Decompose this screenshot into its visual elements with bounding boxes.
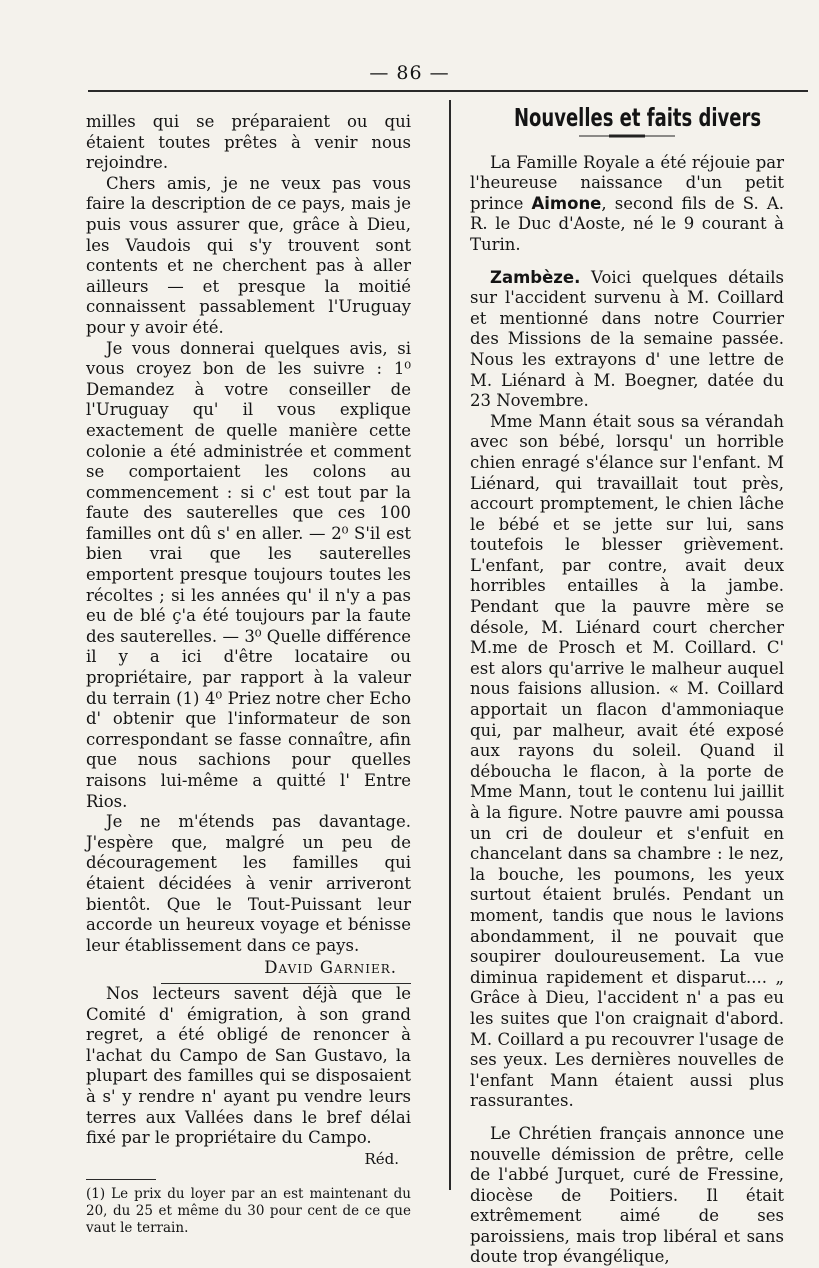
- page-number: — 86 —: [369, 62, 450, 84]
- paragraph-royal-family: [470, 153, 784, 256]
- signature: David Garnier.: [264, 958, 397, 978]
- editor-sign: Réd.: [364, 1149, 399, 1168]
- spacer: [470, 256, 784, 268]
- text-fragment: La Famille Royale a été réjouie par l'heureuse naissance d'un petit prince: [470, 152, 784, 213]
- paragraph-zambeze: [470, 268, 784, 412]
- paragraph-advice: Je vous donnerai quelques avis, si vous croyez bon de les suivre : 1⁰ Demandez à votre conseiller de l'Uruguay qu' il vous explique exactement de quelle manière cette colonie a été administrée et comment se comportaient les colons au commencement : si c' est tout par la faute des sauterelles que ces 100 familles ont dû s' en aller. — 2⁰ S'il est bien vrai que les sauterelles emportent presque toujours toutes les récoltes ; si les années qu' il n'y a pas eu de blé ç'a été toujours par la faute des sauterelles. — 3⁰ Quelle différence il y a ici d'être locataire ou propriétaire, par rapport à la valeur du terrain (1) 4⁰ Priez notre cher Echo d' obtenir que l'informateur de son correspondant se fasse connaître, afin que nous sachions pour quelles raisons lui-même a quitté l' Entre Rios.: [86, 338, 411, 811]
- paragraph-accident: Mme Mann était sous sa vérandah avec son bébé, lorsqu' un horrible chien enragé s'élance sur l'enfant. M Liénard, qui travaillait tout près, accourt promptement, le chien lâche le bébé et se jette sur lui, sans toutefois le blesser grièvement. L'enfant, par contre, avait deux horribles entailles à la jambe. Pendant que la pauvre mère se désole, M. Liénard court chercher M.me de Prosch et M. Coillard. C' est alors qu'arrive le malheur auquel nous faisions allusion. « M. Coillard apportait un flacon d'ammoniaque qui, par malheur, avait été exposé aux rayons du soleil. Quand il déboucha le flacon, à la porte de Mme Mann, tout le contenu lui jaillit à la figure. Notre pauvre ami poussa un cri de douleur et s'enfuit en chancelant dans sa chambre : le nez, la bouche, les poumons, les yeux surtout étaient brulés. Pendant un moment, tandis que nous le lavions abondamment, il ne pouvait que soupirer douloureusement. La vue diminua rapidement et disparut.... „ Grâce à Dieu, l'accident n' a pas eu les suites que l'on craignait d'abord. M. Coillard a pu recouvrer l'usage de ses yeux. Les dernières nouvelles de l'enfant Mann étaient aussi plus rassurantes.: [470, 411, 784, 1111]
- footnote-rule: [86, 1179, 156, 1180]
- column-divider: [449, 100, 451, 1190]
- section-heading: Nouvelles et faits divers: [513, 103, 762, 132]
- footnote: (1) Le prix du loyer par an est maintenant du 20, du 25 et même du 30 pour cent de ce que vaut le terrain.: [86, 1186, 411, 1237]
- spacer: [470, 1112, 784, 1124]
- paragraph-editor-note: Nos lecteurs savent déjà que le Comité d' émigration, à son grand regret, a été obligé de renoncer à l'achat du Campo de San Gustavo, la plupart des familles qui se disposaient à s' y rendre n' ayant pu vendre leurs terres aux Vallées dans le bref délai fixé par le propriétaire du Campo.: [86, 983, 411, 1148]
- lead-zambeze: Zambèze.: [490, 267, 581, 287]
- paragraph-description: Chers amis, je ne veux pas vous faire la description de ce pays, mais je puis vous assurer que, grâce à Dieu, les Vaudois qui s'y trouvent sont contents et ne cherchent pas à aller ailleurs — et presque la moitié connaissent passablement l'Uruguay pour y avoir été.: [86, 173, 411, 337]
- right-column: [470, 103, 785, 1268]
- text-fragment: , second fils de S. A. R. le Duc d'Aoste, né le 9 courant à Turin.: [470, 193, 785, 254]
- paragraph-chretien: Le Chrétien français annonce une nouvelle démission de prêtre, celle de l'abbé Jurquet, curé de Fressine, diocèse de Poitiers. Il était extrêmement aimé de ses paroissiens, mais trop libéral et sans doute trop évangélique,: [470, 1123, 784, 1267]
- paragraph-continued: milles qui se préparaient ou qui étaient toutes prêtes à venir nous rejoindre.: [86, 112, 411, 173]
- name-aimone: Aimone: [531, 193, 602, 213]
- text-fragment: Voici quelques détails sur l'accident survenu à M. Coillard et mentionné dans notre Courrier des Missions de la semaine passée. Nous les extrayons d' une lettre de M. Liénard à M. Boegner, datée du 23 Novembre.: [470, 267, 784, 411]
- paragraph-closing: Je ne m'étends pas davantage. J'espère que, malgré un peu de découragement les familles qui étaient décidées à venir arriveront bientôt. Que le Tout-Puissant leur accorde un heureux voyage et bénisse leur établissement dans ce pays.: [86, 812, 411, 955]
- left-column: [86, 112, 411, 1237]
- ornament-rule-icon: [579, 133, 675, 139]
- header-rule: [88, 90, 808, 92]
